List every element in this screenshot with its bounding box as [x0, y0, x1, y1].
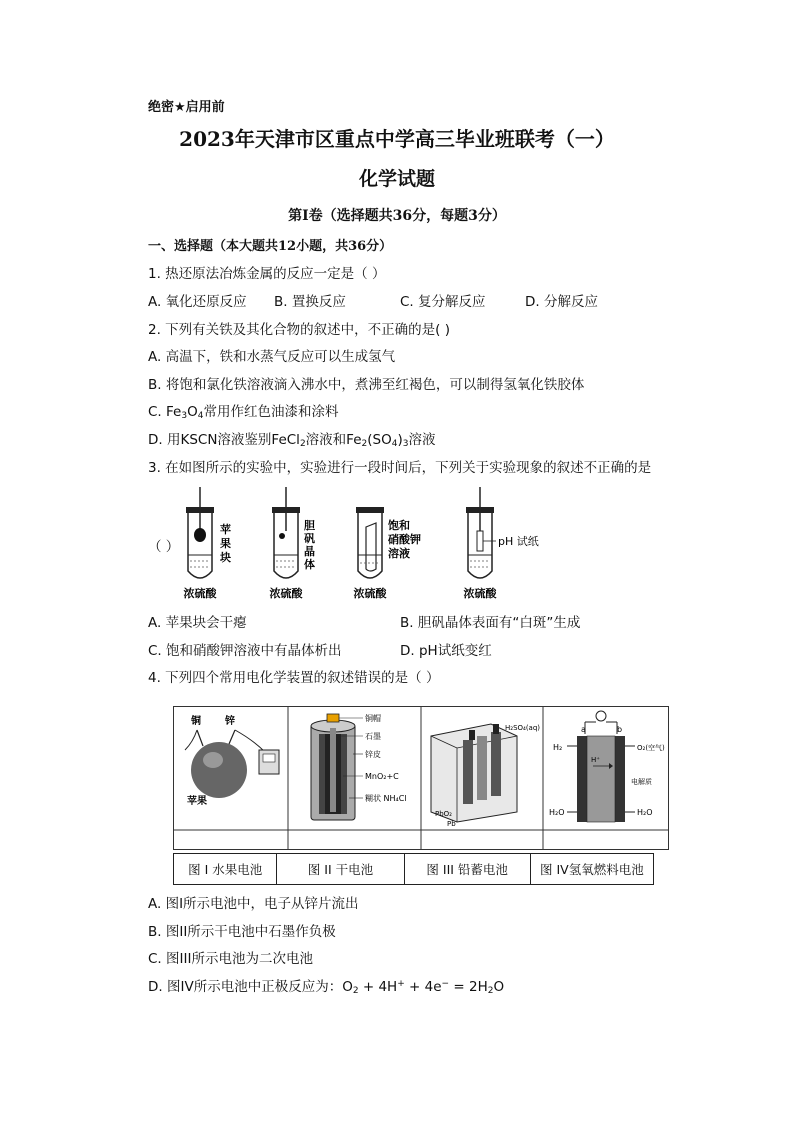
- q2-option-a: A. 高温下，铁和水蒸气反应可以生成氢气: [148, 349, 396, 365]
- q1-option-b: B. 置换反应: [274, 294, 346, 310]
- q4-option-d: D. 图IV所示电池中正极反应为：$O_2 + 4H^+ + 4e^- = 2H_2O$: [148, 979, 505, 996]
- fig2-label-copper-cap: 铜帽: [365, 714, 381, 723]
- exam-subject: 化学试题: [358, 168, 435, 190]
- q2-stem: 2. 下列有关铁及其化合物的叙述中，不正确的是( ): [148, 322, 450, 338]
- fig4-electrolyte-label: 电解质: [631, 778, 652, 786]
- ph-paper-icon: [477, 531, 483, 551]
- q3-option-d: D. pH试纸变红: [400, 643, 492, 659]
- caption-fig1: 图 I 水果电池: [174, 854, 277, 884]
- test-tube-ph-paper: [464, 487, 539, 600]
- tube3-acid-label: 浓硫酸: [353, 587, 387, 600]
- small-tube-icon: [366, 523, 376, 571]
- q3-option-b: B. 胆矾晶体表面有“白斑”生成: [400, 615, 581, 631]
- tube2-label-1: 胆: [304, 519, 315, 532]
- test-tube-apple: [184, 487, 232, 600]
- tube2-label-3: 晶: [304, 545, 315, 558]
- exam-title: 2023年天津市区重点中学高三毕业班联考（一）: [179, 127, 615, 151]
- fig4-o2-label: O₂(空气): [637, 744, 665, 752]
- fig4-b-label: b: [617, 725, 623, 734]
- section-heading: 一、选择题（本大题共12小题，共36分）: [148, 239, 393, 254]
- caption-fig3: 图 III 铅蓄电池: [405, 854, 531, 884]
- q4-caption-table: [173, 853, 654, 885]
- caption-fig2: 图 II 干电池: [277, 854, 404, 884]
- tube1-label-2: 果: [220, 537, 231, 550]
- fig4-h2o-left-label: H₂O: [549, 808, 565, 817]
- tube2-label-4: 体: [304, 558, 315, 571]
- fig4-h2-label: H₂: [553, 743, 563, 752]
- fig2-label-mno2: MnO₂+C: [365, 772, 399, 781]
- fig3-pb-label: Pb: [447, 820, 456, 828]
- apple-piece-icon: [194, 528, 206, 542]
- tube2-acid-label: 浓硫酸: [269, 587, 303, 600]
- q1-option-c: C. 复分解反应: [400, 294, 486, 310]
- q2-option-b: B. 将饱和氯化铁溶液滴入沸水中，煮沸至红褐色，可以制得氢氧化铁胶体: [148, 377, 585, 393]
- fig1-zinc-label: 锌: [225, 716, 235, 727]
- tube1-label-3: 块: [220, 551, 231, 564]
- fig2-label-nh4cl: 糊状 NH₄Cl: [365, 794, 407, 803]
- q2-option-c: C. $Fe_3O_4$常用作红色油漆和涂料: [148, 404, 339, 421]
- fig1-copper-label: 铜: [191, 716, 201, 727]
- q1-stem: 1. 热还原法冶炼金属的反应一定是（ ）: [148, 266, 386, 282]
- caption-fig4: 图 IV氢氧燃料电池: [540, 862, 644, 877]
- confidential-mark: 绝密★启用前: [148, 100, 225, 115]
- q3-option-a: A. 苹果块会干瘪: [148, 615, 247, 631]
- q4-stem: 4. 下列四个常用电化学装置的叙述错误的是（ ）: [148, 670, 440, 686]
- q1-option-d: D. 分解反应: [525, 294, 598, 310]
- tube4-acid-label: 浓硫酸: [463, 587, 497, 600]
- fig1-fruit-label: 苹果: [187, 796, 207, 807]
- q3-test-tubes-figure: [170, 483, 570, 603]
- q4-option-a: A. 图I所示电池中，电子从锌片流出: [148, 896, 359, 912]
- q4-battery-figures: [173, 706, 669, 850]
- copper-cap-icon: [327, 714, 339, 722]
- q2-option-d: D. 用KSCN溶液鉴别FeCl$_2$溶液和$Fe_2(SO_4)_3$溶液: [148, 432, 436, 449]
- tube3-label-1: 饱和: [388, 519, 410, 532]
- q4-option-c: C. 图III所示电池为二次电池: [148, 951, 313, 967]
- test-tube-blue-vitriol: [270, 487, 317, 600]
- q1-option-a: A. 氧化还原反应: [148, 294, 247, 310]
- q4-option-b: B. 图II所示干电池中石墨作负极: [148, 924, 336, 940]
- tube4-label: pH 试纸: [498, 535, 539, 548]
- fig3-acid-label: H₂SO₄(aq): [505, 724, 541, 732]
- crystal-icon: [279, 533, 285, 539]
- fig4-h-label: H⁺: [591, 756, 600, 764]
- q3-stem: 3. 在如图所示的实验中，实验进行一段时间后，下列关于实验现象的叙述不正确的是: [148, 460, 652, 476]
- tube1-acid-label: 浓硫酸: [183, 587, 217, 600]
- fig2-label-zinc: 锌皮: [365, 750, 381, 759]
- volume-heading: 第I卷（选择题共36分，每题3分）: [288, 208, 506, 224]
- q3-option-c: C. 饱和硝酸钾溶液中有晶体析出: [148, 643, 342, 659]
- tube1-label-1: 苹: [220, 523, 231, 536]
- q3-paren: （ ）: [148, 539, 180, 555]
- tube2-label-2: 矾: [304, 532, 315, 545]
- fruit-icon: [191, 742, 247, 798]
- plate-icon: [463, 740, 473, 804]
- fig4-h2o-right-label: H₂O: [637, 808, 653, 817]
- test-tube-kno3: [354, 507, 422, 600]
- fig3-pbo2-label: PbO₂: [435, 810, 452, 818]
- tube3-label-3: 溶液: [388, 547, 410, 560]
- tube3-label-2: 硝酸钾: [388, 533, 421, 546]
- fig2-label-graphite: 石墨: [365, 732, 381, 741]
- fig4-a-label: a: [581, 725, 586, 734]
